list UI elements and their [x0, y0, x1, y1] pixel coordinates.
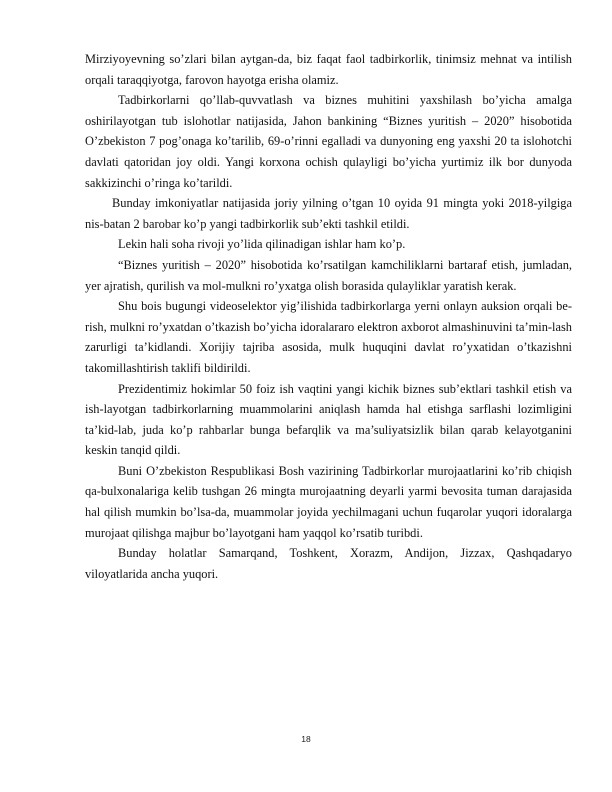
- paragraph-2: Tadbirkorlarni qo’llab-quvvatlash va biznes muhitini yaxshilash bo’yicha amalga oshirilayotgan tub islohotlar natijasida, Jahon bankining “Biznes yuritish – 2020” hisobotida O’zbekiston 7 pog’onaga ko’tarilib, 69-o’rinni egalladi va dunyoning eng yaxshi 20 ta islohotchi davlati qatoridan joy oldi. Yangi korxona ochish qulayligi bo’yicha yurtimiz ilk bor dunyoda sakkizinchi o’ringa ko’tarildi.: [85, 93, 572, 190]
- paragraph-6: Shu bois bugungi videoselektor yig’ilishida tadbirkorlarga yerni onlayn auksion orqali be-rish, mulkni ro’yxatdan o’tkazish bo’yicha idoralararo elektron axborot almashinuvini ta’min-lash zarurligi ta’kidlandi. Xorijiy tajriba asosida, mulk huquqini davlat ro’yxatidan o’tkazishni takomillashtirish taklifi bildirildi.: [85, 299, 572, 375]
- paragraph-9: Bunday holatlar Samarqand, Toshkent, Xorazm, Andijon, Jizzax, Qashqadaryo viloyatlarida ancha yuqori.: [85, 546, 572, 581]
- body-text: [85, 49, 572, 584]
- paragraph-1: Mirziyoyevning so’zlari bilan aytgan-da, biz faqat faol tadbirkorlik, tinimsiz mehnat va intilish orqali taraqqiyotga, farovon hayotga erisha olamiz.: [85, 52, 572, 87]
- paragraph-3: Bunday imkoniyatlar natijasida joriy yilning o’tgan 10 oyida 91 mingta yoki 2018-yilgiga nis-batan 2 barobar ko’p yangi tadbirkorlik sub’ekti tashkil etildi.: [85, 196, 572, 231]
- paragraph-8: Buni O’zbekiston Respublikasi Bosh vazirining Tadbirkorlar murojaatlarini ko’rib chiqish qa-bulxonalariga kelib tushgan 26 mingta murojaatning deyarli yarmi bevosita tuman darajasida hal qilish mumkin bo’lsa-da, muammolar joyida yechilmagani uchun fuqarolar yuqori idoralarga murojaat qilishga majbur bo’layotgani ham yaqqol ko’rsatib turibdi.: [85, 463, 572, 540]
- paragraph-4: Lekin hali soha rivoji yo’lida qilinadigan ishlar ham ko’p.: [118, 237, 406, 252]
- page-number: 18: [301, 734, 311, 744]
- paragraph-5: “Biznes yuritish – 2020” hisobotida ko’rsatilgan kamchiliklarni bartaraf etish, jumladan, yer ajratish, qurilish va mol-mulkni ro’yxatga olish borasida qulayliklar yaratish kerak.: [85, 257, 572, 293]
- paragraph-7: Prezidentimiz hokimlar 50 foiz ish vaqtini yangi kichik biznes sub’ektlari tashkil etish va ish-layotgan tadbirkorlarning muammolarini aniqlash hamda hal etishga sarflashi lozimligini ta’kid-lab, juda ko’p rahbarlar bunga befarqlik va ma’suliyatsizlik bilan qarab kelayotganini keskin tanqid qildi.: [85, 381, 572, 458]
